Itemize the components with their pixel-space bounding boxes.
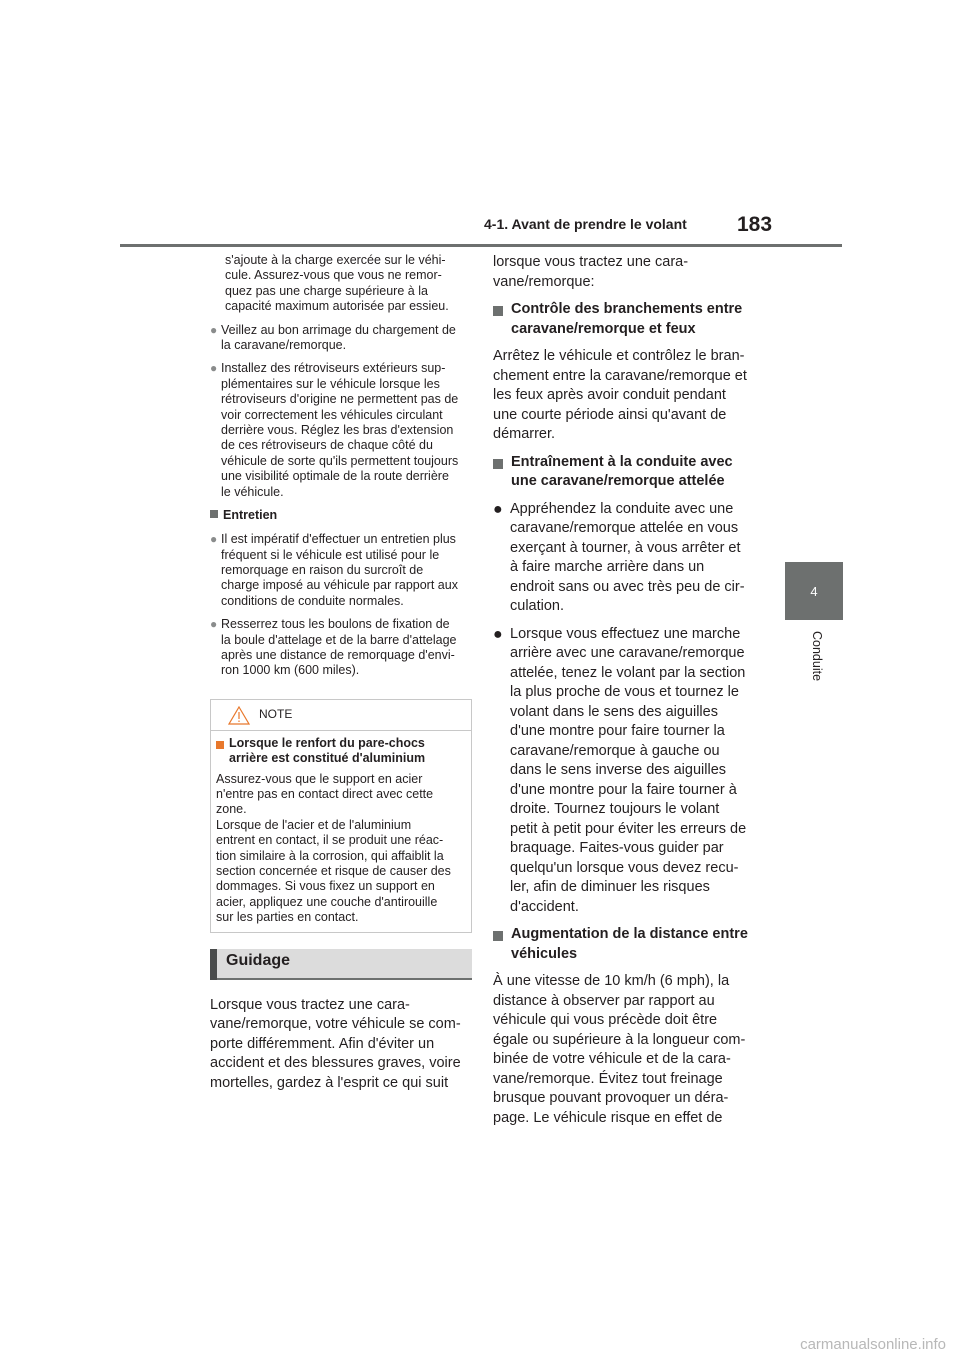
square-bullet-icon xyxy=(493,459,503,469)
list-item xyxy=(210,323,472,354)
left-column xyxy=(210,253,472,1093)
list-item xyxy=(210,361,472,500)
list-item xyxy=(493,625,755,918)
chapter-tab xyxy=(785,562,843,620)
bullet-icon: ● xyxy=(210,532,218,547)
list-item xyxy=(493,500,755,617)
watermark xyxy=(0,1336,960,1353)
bullet-icon: ● xyxy=(493,500,503,518)
list-item-text: Installez des rétroviseurs extérieurs sup- plémentaires sur le véhicule lorsque les rétroviseurs d'origine ne permettent pas de voir correctement les véhicules circulant derrière vous. Réglez les bras d'extension de ces rétroviseurs de chaque côté du véhicule de sorte qu'ils permettent toujours une visibilité optimale de la route derrière le véhicule. xyxy=(221,361,459,499)
list-item-text: Resserrez tous les boulons de fixation de la boule d'attelage et de la barre d'attelage après une distance de remorquage d'envi- ron 1000 km (600 miles). xyxy=(221,617,457,678)
square-bullet-icon xyxy=(216,741,224,749)
square-bullet-icon xyxy=(493,306,503,316)
list-item xyxy=(210,617,472,679)
square-bullet-icon xyxy=(493,931,503,941)
intro-text: s'ajoute à la charge exercée sur le véhi- cule. Assurez-vous que vous ne remor- quez pas une charge supérieure à la capacité maximum autorisée par essieu. xyxy=(225,253,449,314)
subsection-heading xyxy=(493,925,755,964)
chapter-number: 4 xyxy=(810,583,818,599)
watermark-text: carmanualsonline.info xyxy=(800,1336,946,1353)
note-body xyxy=(211,731,471,932)
guidage-heading-text: Guidage xyxy=(226,951,291,969)
paragraph: Arrêtez le véhicule et contrôlez le bran- chement entre la caravane/remorque et les feux après avoir conduit pendant une courte période ainsi qu'avant de démarrer. xyxy=(493,348,747,442)
note-header xyxy=(211,700,471,731)
subsection-heading-text: Entraînement à la conduite avec une caravane/remorque attelée xyxy=(511,453,733,489)
square-bullet-icon xyxy=(210,510,218,518)
list-item-text: Appréhendez la conduite avec une caravane/remorque attelée en vous exerçant à tourner, à vous arrêter et à faire marche arrière dans un endroit sans ou avec très peu de cir- culation. xyxy=(510,500,745,614)
bullet-icon: ● xyxy=(210,617,218,632)
guidage-heading xyxy=(210,949,472,980)
list-item-text: Lorsque vous effectuez une marche arrière avec une caravane/remorque attelée, tenez le volant par la section la plus proche de vous et tournez le volant dans le sens des aiguilles d'une montre pour faire tourner la caravane/remorque à gauche ou dans le sens inverse des aiguilles d'une montre pour la faire tourner à droite. Tournez toujours le volant petit à petit pour éviter les erreurs de braquage. Faites-vous guider par quelqu'un lorsque vous devez recu- ler, afin de diminuer les risques d'accident. xyxy=(510,625,747,915)
subsection-heading-text: Augmentation de la distance entre véhicules xyxy=(511,926,748,962)
heading-bar xyxy=(210,949,217,980)
chapter-label: Conduite xyxy=(810,631,824,682)
header-rule xyxy=(120,244,842,247)
bullet-icon: ● xyxy=(493,625,503,643)
guidage-text: Lorsque vous tractez une cara- vane/remorque, votre véhicule se com- porte différemment. Afin d'éviter un accident et des blessures graves, voire mortelles, gardez à l'esprit ce qui suit xyxy=(210,996,461,1091)
list-item-text: Il est impératif d'effectuer un entretien plus fréquent si le véhicule est utilisé pour le remorquage en raison du surcroît de charge imposé au véhicule par rapport aux conditions de conduite normales. xyxy=(221,532,458,608)
subsection-heading-text: Entretien xyxy=(223,508,278,523)
subsection-heading xyxy=(493,300,755,339)
note-label: NOTE xyxy=(259,706,293,721)
note-text: Assurez-vous que le support en acier n'entre pas en contact direct avec cette zone. Lorsque de l'acier et de l'aluminium entrent en contact, il se produit une réac- tion similaire à la corrosion, qui affaiblit la section concernée et risque de causer des dommages. Si vous fixez un support en acier, appliquez une couche d'antirouille sur les parties en contact. xyxy=(216,771,451,925)
list-item-text: Veillez au bon arrimage du chargement de la caravane/remorque. xyxy=(221,322,456,353)
list-item xyxy=(210,532,472,609)
subsection-heading-text: Contrôle des branchements entre caravane/remorque et feux xyxy=(511,301,743,337)
paragraph: À une vitesse de 10 km/h (6 mph), la distance à observer par rapport au véhicule qui vous précède doit être égale ou supérieure à la longueur com- binée de votre véhicule et de la cara- vane/remorque. Évitez tout freinage brusque pouvant provoquer un déra- page. Le véhicule risque en effet de xyxy=(493,973,746,1126)
page-number: 183 xyxy=(737,213,773,236)
bullet-icon: ● xyxy=(210,361,218,376)
caution-triangle-icon xyxy=(228,706,250,725)
note-box xyxy=(210,699,472,933)
bullet-icon: ● xyxy=(210,322,218,337)
note-subtitle xyxy=(216,736,466,767)
right-column xyxy=(493,253,755,1136)
section-title: 4-1. Avant de prendre le volant xyxy=(484,216,687,232)
continuation-text: lorsque vous tractez une cara- vane/remorque: xyxy=(493,254,689,290)
note-subtitle-text: Lorsque le renfort du pare-chocs arrière est constitué d'aluminium xyxy=(229,735,426,766)
subsection-heading xyxy=(493,453,755,492)
subsection-heading xyxy=(210,508,472,522)
